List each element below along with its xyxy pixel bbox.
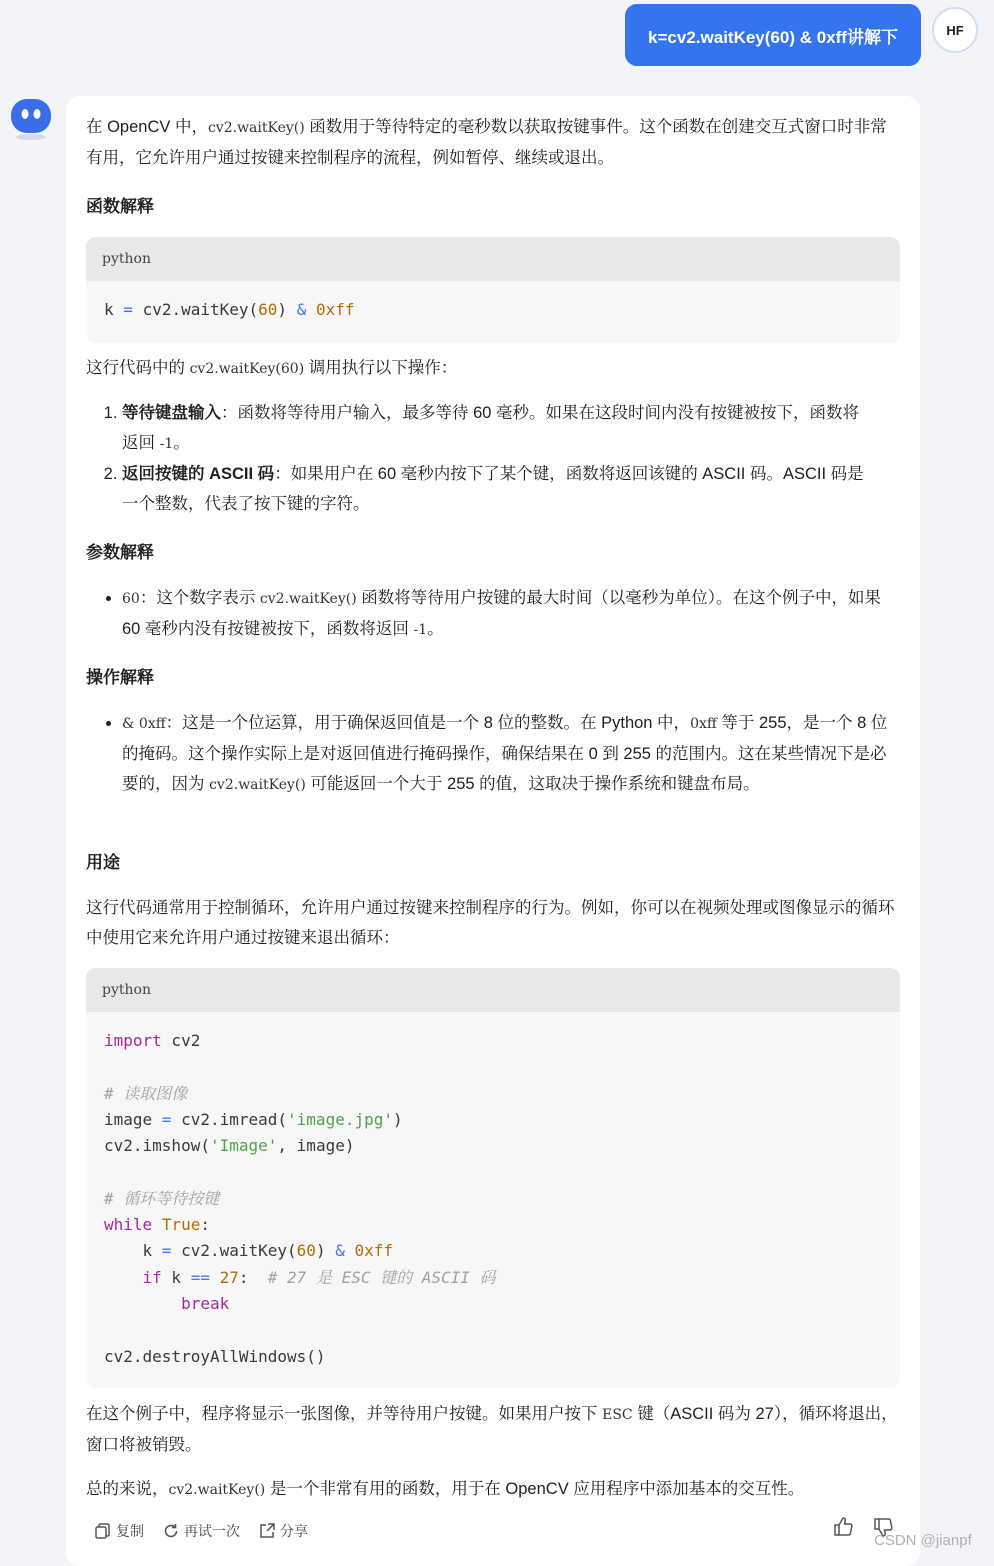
summary-paragraph: 总的来说，cv2.waitKey() 是一个非常有用的函数，用于在 OpenCV 应用程序中添加基本的交互性。 — [86, 1480, 805, 1498]
copy-button[interactable] — [94, 1521, 144, 1541]
thumbs-up-icon[interactable] — [832, 1516, 854, 1541]
usage-paragraph: 这行代码通常用于控制循环，允许用户通过按键来控制程序的行为。例如，你可以在视频处理或图像显示的循环中使用它来允许用户通过按键来退出循环： — [86, 899, 895, 947]
retry-button[interactable] — [162, 1521, 240, 1541]
intro-text-cont: 函数用于等待特定的毫秒数以获取按键事件。这个函数在创建交互式窗口时非常有用，它允许用户通过按键来控制程序的流程，例如暂停、继续或退出。 — [86, 118, 887, 167]
inline-code: cv2.waitKey(60) — [189, 361, 305, 377]
share-label: 分享 — [280, 1523, 308, 1539]
intro-paragraph — [86, 112, 900, 173]
user-avatar-initials: HF — [946, 22, 964, 38]
ops-intro: 这行代码中的 cv2.waitKey(60) 调用执行以下操作： — [86, 359, 458, 377]
inline-code: cv2.waitKey() — [207, 120, 305, 136]
code-content[interactable]: import cv2 # 读取图像 image = cv2.imread('image.jpg') cv2.imshow('Image', image) # 循环等待按键 while True: k = cv2.waitKey(60) & 0xff if k == 27: # 27 是 ESC 键的 ASCII 码 break cv2.destroyAllWindows() — [104, 1031, 496, 1366]
answer-actions — [94, 1516, 894, 1546]
copy-label: 复制 — [116, 1523, 144, 1539]
code-block-1 — [86, 237, 900, 343]
share-icon — [258, 1522, 276, 1540]
user-avatar[interactable] — [932, 7, 978, 53]
operation-list — [86, 708, 900, 800]
share-button[interactable] — [258, 1521, 308, 1541]
retry-label: 再试一次 — [184, 1523, 240, 1539]
user-message-bubble — [625, 4, 921, 66]
params-list — [86, 583, 900, 645]
list-item: 1. 等待键盘输入：函数将等待用户输入，最多等待 60 毫秒。如果在这段时间内没有按键被按下，函数将返回 -1。 — [122, 398, 864, 459]
list-item: • 60：这个数字表示 cv2.waitKey() 函数将等待用户按键的最大时间（以毫秒为单位）。在这个例子中，如果 60 毫秒内没有按键被按下，函数将返回 -1。 — [122, 583, 900, 645]
example-paragraph: 在这个例子中，程序将显示一张图像，并等待用户按键。如果用户按下 ESC 键（ASCII 码为 27），循环将退出，窗口将被销毁。 — [86, 1405, 898, 1454]
code-block-2 — [86, 968, 900, 1388]
refresh-icon — [162, 1522, 180, 1540]
intro-text: 在 OpenCV 中， — [86, 118, 208, 136]
list-item: • & 0xff：这是一个位运算，用于确保返回值是一个 8 位的整数。在 Python 中，0xff 等于 255，是一个 8 位的掩码。这个操作实际上是对返回值进行掩码操作，确保结果在 0 到 255 的范围内。这在某些情况下是必要的，因为 cv2.waitKey() 可能返回一个大于 255 的值，这取决于操作系统和键盘布局。 — [122, 708, 900, 800]
list-item: 2. 返回按键的 ASCII 码：如果用户在 60 毫秒内按下了某个键，函数将返回该键的 ASCII 码。ASCII 码是一个整数，代表了按下键的字符。 — [122, 459, 864, 519]
heading-operation: 操作解释 — [86, 668, 154, 687]
answer-card — [66, 96, 920, 1566]
code-content[interactable]: k = cv2.waitKey(60) & 0xff — [104, 300, 355, 319]
heading-params: 参数解释 — [86, 543, 154, 562]
ops-list — [86, 398, 864, 519]
code-lang-label: python — [86, 237, 900, 281]
heading-usage: 用途 — [86, 853, 120, 872]
watermark: CSDN @jianpf — [874, 1532, 972, 1549]
user-message-text: k=cv2.waitKey(60) & 0xff讲解下 — [648, 27, 898, 47]
heading-function: 函数解释 — [86, 197, 154, 216]
bot-avatar-icon — [8, 96, 54, 142]
code-lang-label: python — [86, 968, 900, 1012]
copy-icon — [94, 1522, 112, 1540]
